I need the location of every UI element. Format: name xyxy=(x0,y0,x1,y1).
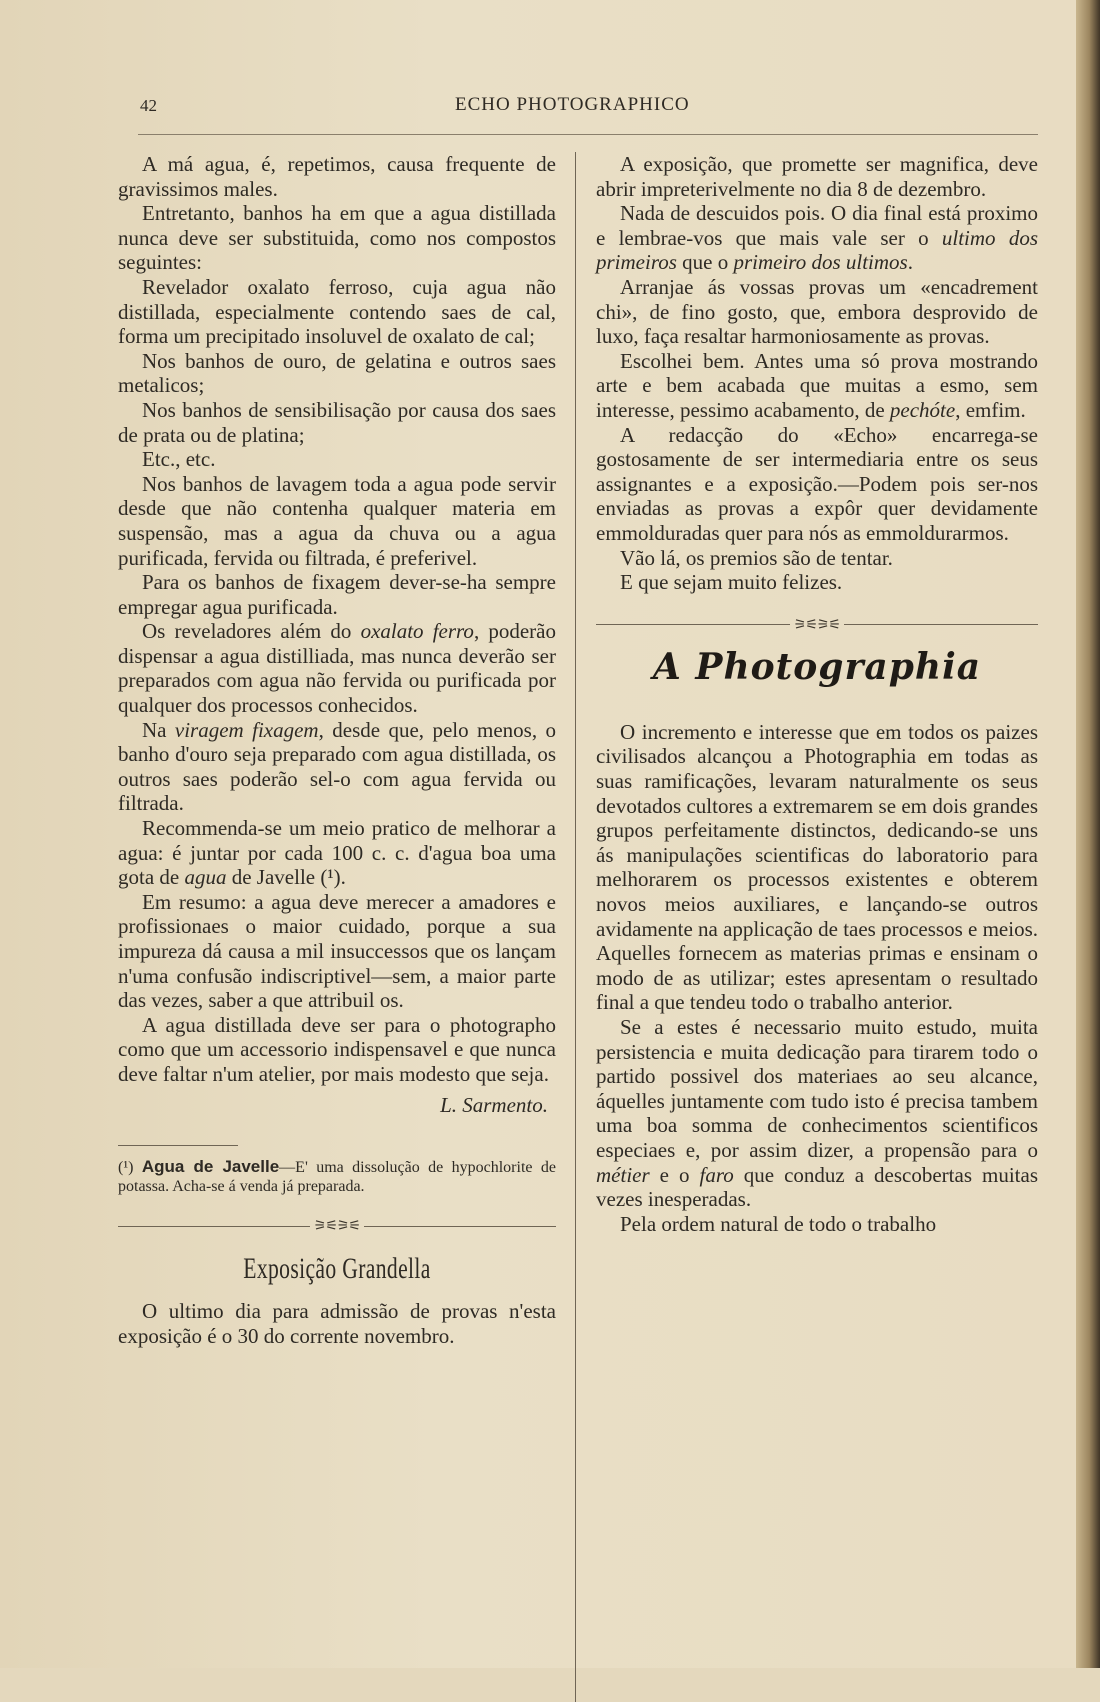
text-run: , emfim. xyxy=(955,397,1026,422)
text-run: Os reveladores além do xyxy=(142,619,361,644)
section-heading: A Photographia xyxy=(652,646,982,689)
book-binding-edge xyxy=(1076,0,1100,1668)
italic-run: oxalato ferro xyxy=(360,619,474,644)
footnote-rule xyxy=(118,1145,238,1146)
column-divider xyxy=(575,152,576,1702)
paragraph: Para os banhos de fixagem dever-se-ha sempre empregar agua purificada. xyxy=(118,570,556,619)
text-run: Escolhei bem. Antes uma só prova mostrando arte e bem acabada que muitas a esmo, sem interesse, pessimo acabamento, de xyxy=(596,348,1038,422)
ornament-knot-icon: ⚞⚟⚞⚟ xyxy=(313,1218,361,1235)
footnote-text: —E' uma dissolução de hypochlorite de potassa. Acha-se á venda já preparada. xyxy=(118,1159,556,1195)
paragraph xyxy=(596,1015,1038,1212)
italic-run: primeiro dos ultimos xyxy=(733,250,908,275)
ornament-line xyxy=(844,624,1038,625)
signature: L. Sarmento. xyxy=(440,1092,548,1117)
section-ornament xyxy=(596,613,1038,638)
paragraph: Nos banhos de ouro, de gelatina e outros saes metalicos; xyxy=(118,348,556,398)
italic-run: métier xyxy=(596,1162,650,1187)
section-heading: Exposição Grandella xyxy=(243,1251,431,1285)
paragraph: A exposição, que promette ser magnifica, deve abrir impreterivelmente no dia 8 de dezembro. xyxy=(596,152,1038,201)
text-run: de Javelle (¹). xyxy=(226,865,346,890)
left-column xyxy=(118,152,556,1349)
italic-run: agua xyxy=(184,865,227,890)
paragraph: Pela ordem natural de todo o trabalho xyxy=(620,1211,937,1236)
ornament-knot-icon: ⚞⚟⚞⚟ xyxy=(793,616,841,633)
ornament-line xyxy=(118,1226,310,1227)
paragraph: A má agua, é, repetimos, causa frequente de gravissimos males. xyxy=(118,152,556,201)
text-run: Na xyxy=(142,717,175,742)
text-run: Se a estes é necessario muito estudo, muita persistencia e muita dedicação para tirarem todo o partido possivel dos materiaes ao seu alcance, áquelles juntamente com tudo isto é precisa tambem uma boa somma de conhecimentos scientificos especiaes e, por assim dizer, a propensão para o xyxy=(596,1015,1038,1162)
header-rule xyxy=(138,134,1038,135)
text-run: e o xyxy=(649,1162,700,1187)
text-run: , desde que, pelo menos, o banho d'ouro seja preparado com agua distillada, os outros saes poderão sel-o com agua fervida ou filtrada. xyxy=(118,717,556,816)
ornament-line xyxy=(596,624,790,625)
paragraph: A redacção do «Echo» encarrega-se gostosamente de ser intermediaria entre os seus assignantes e a exposição.—Podem pois ser-nos enviadas as provas a expôr quer devidamente emmolduradas quer para nós as emmoldurarmos. xyxy=(596,422,1038,545)
paragraph: O incremento e interesse que em todos os paizes civilisados alcançou a Photographia em todas as suas ramificações, levaram naturalmente os seus devotados cultores a extremarem se em dois grandes grupos perfeitamente distinctos, dedicando-se uns ás manipulações scientificas do laboratorio para melhorarem os processos existentes e obterem novos meios auxiliares, e lançando-se outros avidamente na applicação de taes processos e meios. Aquelles fornecem as materias primas e ensinam o modo de as utilizar; estes apresentam o resultado final a que tendeu todo o trabalho anterior. xyxy=(596,719,1038,1015)
paragraph: Vão lá, os premios são de tentar. xyxy=(620,545,893,570)
footnote-term: Agua de Javelle xyxy=(141,1157,280,1177)
right-column xyxy=(596,152,1038,1236)
text-run: , poderão dispensar a agua distilliada, mas nunca deverão ser preparados com agua não fervida ou purificada por qualquer dos processos conhecidos. xyxy=(118,619,556,718)
paragraph: Em resumo: a agua deve merecer a amadores e profissionaes o maior cuidado, porque a sua impureza dá causa a mil insuccessos que os lançam n'uma confusão indiscriptivel—sem, a maior parte das vezes, saber a que attribuil os. xyxy=(118,889,556,1013)
italic-run: pechóte xyxy=(889,397,956,422)
paragraph: Nos banhos de lavagem toda a agua pode servir desde que não contenha qualquer materia em suspensão, mas a agua da chuva ou a agua purificada, fervida ou filtrada, é preferivel. xyxy=(118,471,556,570)
italic-run: viragem fixagem xyxy=(174,717,319,742)
text-run: Nada de descuidos pois. O dia final está proximo e lembrae-vos que mais vale ser o xyxy=(596,201,1038,250)
paragraph xyxy=(596,349,1038,423)
paragraph xyxy=(596,201,1038,275)
running-title: ECHO PHOTOGRAPHICO xyxy=(455,94,690,115)
footnote xyxy=(118,1158,556,1196)
paragraph: Entretanto, banhos ha em que a agua distillada nunca deve ser substituida, como nos compostos seguintes: xyxy=(118,201,556,275)
paragraph: A agua distillada deve ser para o photographo como que um accessorio indispensavel e que nunca deve faltar n'um atelier, por mais modesto que seja. xyxy=(118,1012,556,1086)
page-header xyxy=(140,94,1040,124)
text-run: Recommenda-se um meio pratico de melhorar a agua: é juntar por cada 100 c. c. d'agua boa uma gota de xyxy=(118,816,556,890)
section-ornament xyxy=(118,1214,556,1239)
footnote-marker: (¹) xyxy=(118,1159,134,1177)
paragraph xyxy=(118,718,556,816)
ornament-line xyxy=(364,1226,556,1227)
paragraph xyxy=(118,619,556,717)
paragraph: Etc., etc. xyxy=(142,447,216,472)
paragraph xyxy=(118,816,556,890)
paragraph: E que sejam muito felizes. xyxy=(620,570,843,595)
italic-run: ultimo dos primeiros xyxy=(596,225,1038,275)
paragraph: Revelador oxalato ferroso, cuja agua não distillada, especialmente contendo saes de cal, forma um precipitado insoluvel de oxalato de cal; xyxy=(118,274,556,349)
italic-run: faro xyxy=(699,1162,734,1187)
text-run: que conduz a descobertas muitas vezes inesperadas. xyxy=(596,1162,1038,1212)
paragraph: O ultimo dia para admissão de provas n'esta exposição é o 30 do corrente novembro. xyxy=(118,1299,556,1348)
text-run: . xyxy=(907,250,913,275)
text-run: que o xyxy=(676,250,734,275)
paragraph: Arranjae ás vossas provas um «encadrement chi», de fino gosto, que, embora desprovido de luxo, faça resaltar harmoniosamente as provas. xyxy=(596,274,1038,349)
paragraph: Nos banhos de sensibilisação por causa dos saes de prata ou de platina; xyxy=(118,397,556,447)
page-number: 42 xyxy=(140,96,157,115)
